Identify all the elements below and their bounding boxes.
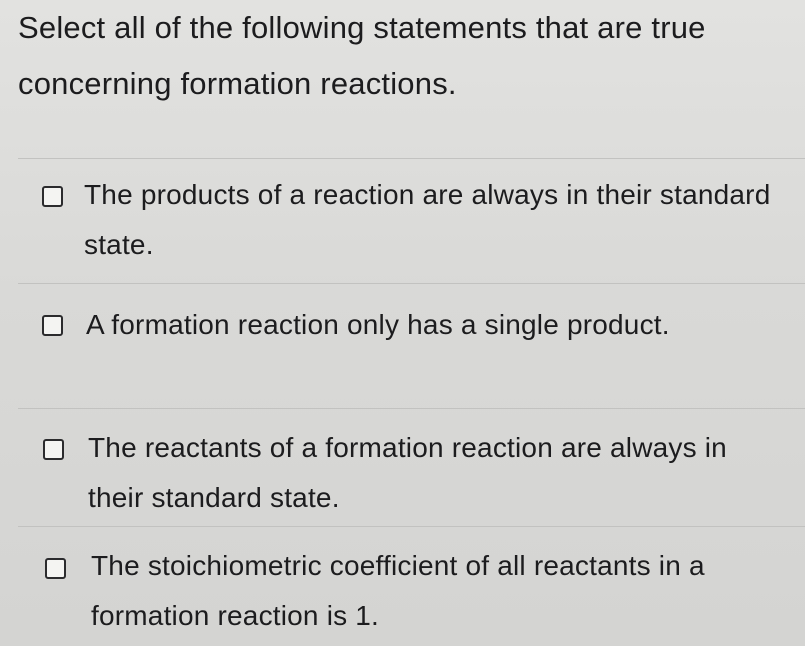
option-label: The stoichiometric coefficient of all reactants in a formation reaction is 1. <box>91 550 705 631</box>
question-text: Select all of the following statements that are true concerning formation reactions. <box>18 10 706 101</box>
option-checkbox[interactable] <box>42 186 63 207</box>
answer-option-3[interactable] <box>0 420 805 525</box>
answer-option-4[interactable] <box>0 537 805 646</box>
option-label: A formation reaction only has a single product. <box>86 309 670 340</box>
option-label: The reactants of a formation reaction are always in their standard state. <box>88 432 727 513</box>
divider <box>18 158 805 159</box>
answer-option-1[interactable] <box>0 170 805 282</box>
option-checkbox[interactable] <box>43 439 64 460</box>
divider <box>18 283 805 284</box>
divider <box>18 408 805 409</box>
option-checkbox[interactable] <box>42 315 63 336</box>
option-label: The products of a reaction are always in their standard state. <box>84 179 771 260</box>
answer-option-2[interactable] <box>0 298 805 408</box>
option-checkbox[interactable] <box>45 558 66 579</box>
divider <box>18 526 805 527</box>
